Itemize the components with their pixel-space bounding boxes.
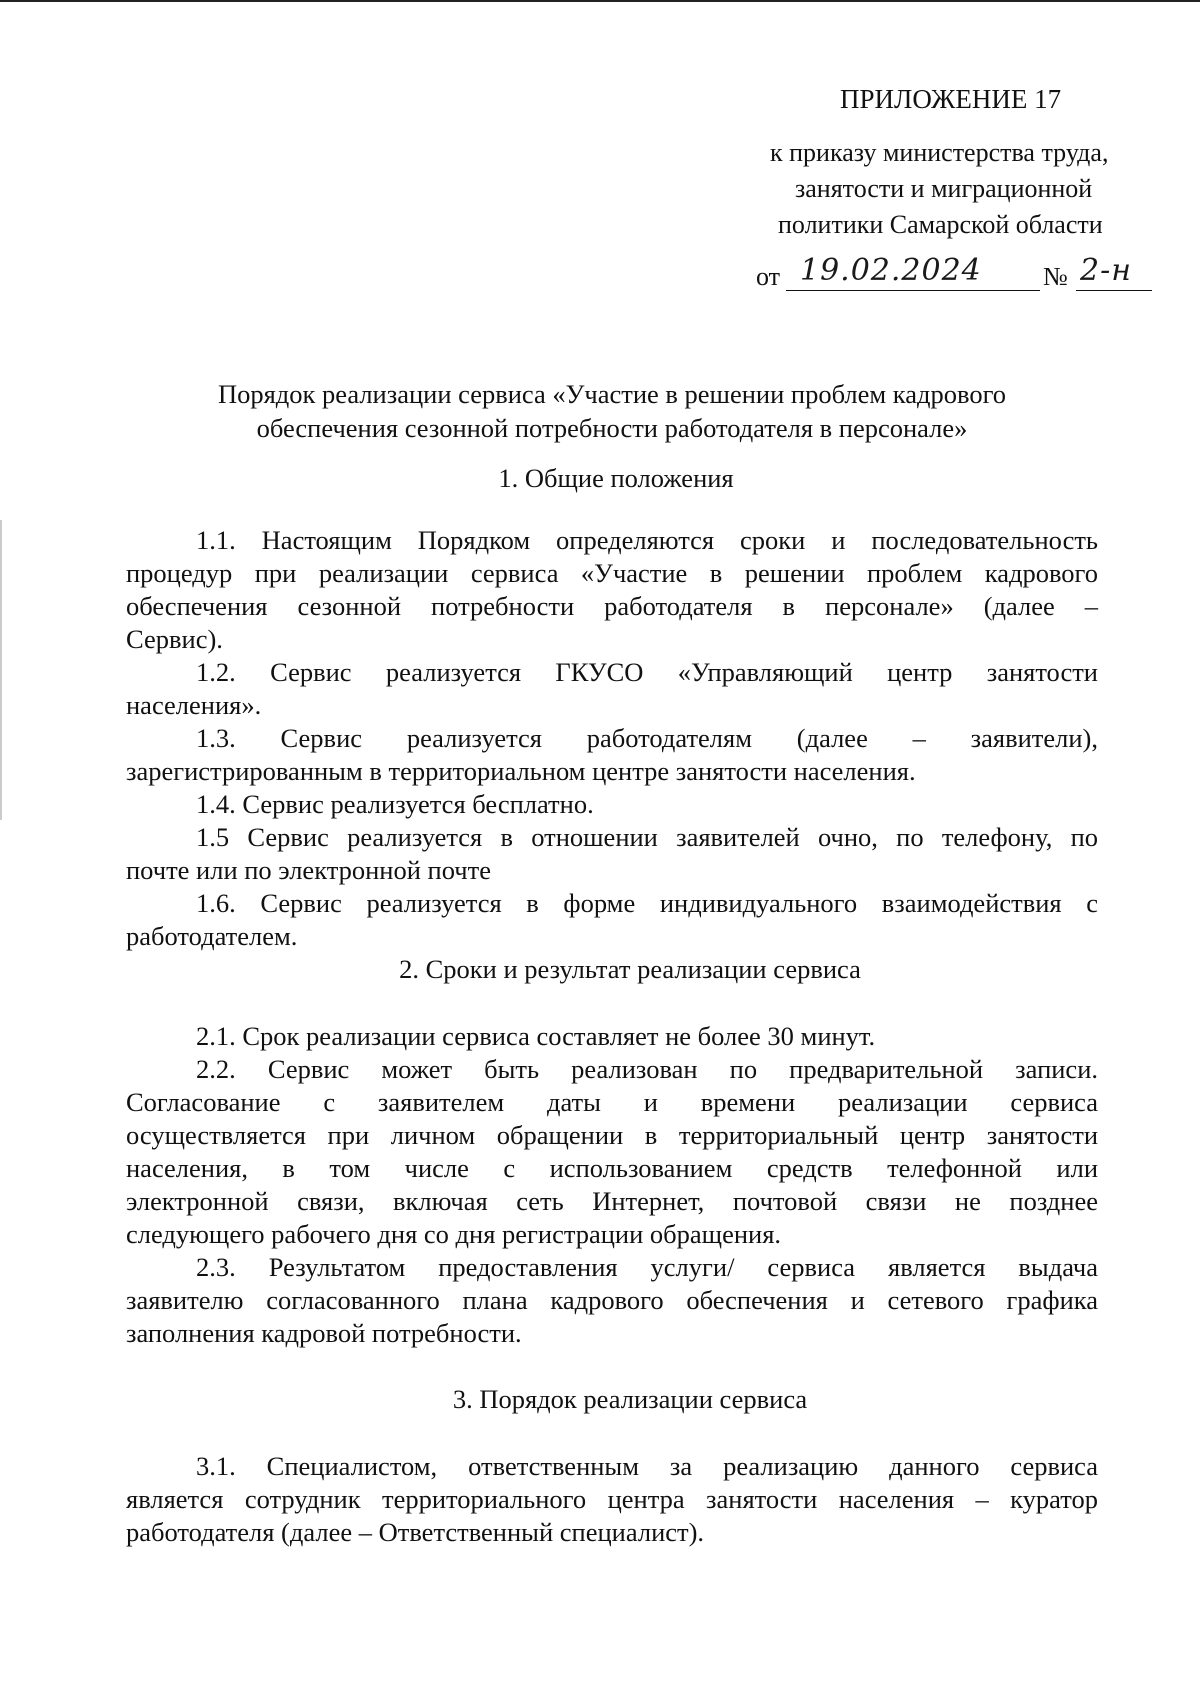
- appendix-title: ПРИЛОЖЕНИЕ 17: [840, 84, 1062, 114]
- paragraph-line: Согласование с заявителем даты и времени реализации сервиса: [126, 1087, 1098, 1117]
- document-title-line-2: обеспечения сезонной потребности работодателя в персонале»: [256, 413, 968, 443]
- paragraph-line: процедур при реализации сервиса «Участие в решении проблем кадрового: [126, 558, 1098, 588]
- order-line-2: занятости и миграционной: [795, 174, 1093, 203]
- paragraph-line: работодателем.: [126, 921, 298, 951]
- paragraph-line: работодателя (далее – Ответственный специалист).: [126, 1517, 705, 1547]
- section-3-heading: 3. Порядок реализации сервиса: [452, 1384, 808, 1414]
- paragraph-line: 1.5 Сервис реализуется в отношении заявителей очно, по телефону, по: [196, 822, 1098, 852]
- date-underline: [786, 290, 1040, 291]
- paragraph-line: 3.1. Специалистом, ответственным за реализацию данного сервиса: [196, 1451, 1098, 1481]
- paragraph-line: 1.2. Сервис реализуется ГКУСО «Управляющий центр занятости: [196, 657, 1098, 687]
- handwritten-date: 19.02.2024: [800, 253, 982, 288]
- number-sign: №: [1043, 262, 1068, 291]
- paragraph-line: заявителю согласованного плана кадрового обеспечения и сетевого графика: [126, 1285, 1098, 1315]
- paragraph-line: почте или по электронной почте: [126, 855, 491, 885]
- paragraph-line: Сервис).: [126, 624, 223, 654]
- section-2-heading: 2. Сроки и результат реализации сервиса: [399, 954, 861, 984]
- paragraph-line: заполнения кадровой потребности.: [126, 1318, 522, 1348]
- paragraph-line: населения».: [126, 690, 262, 720]
- scan-side-edge: [0, 520, 2, 820]
- scan-top-edge: [0, 0, 1200, 2]
- paragraph-line: зарегистрированным в территориальном центре занятости населения.: [126, 756, 916, 786]
- paragraph-line: осуществляется при личном обращении в территориальный центр занятости: [126, 1120, 1098, 1150]
- paragraph-line: 1.3. Сервис реализуется работодателям (далее – заявители),: [196, 723, 1098, 753]
- paragraph-line: 2.3. Результатом предоставления услуги/ сервиса является выдача: [196, 1252, 1098, 1282]
- document-title-line-1: Порядок реализации сервиса «Участие в решении проблем кадрового: [217, 379, 1007, 409]
- handwritten-number: 2-н: [1080, 253, 1132, 288]
- paragraph-line: обеспечения сезонной потребности работодателя в персонале» (далее –: [126, 591, 1098, 621]
- paragraph-line: 1.4. Сервис реализуется бесплатно.: [196, 789, 594, 819]
- paragraph-line: следующего рабочего дня со дня регистрации обращения.: [126, 1219, 782, 1249]
- order-line-1: к приказу министерства труда,: [770, 138, 1109, 167]
- paragraph-line: 1.6. Сервис реализуется в форме индивидуального взаимодействия с: [196, 888, 1098, 918]
- paragraph-line: является сотрудник территориального центра занятости населения – куратор: [126, 1484, 1098, 1514]
- paragraph-line: 2.2. Сервис может быть реализован по предварительной записи.: [196, 1054, 1098, 1084]
- section-1-heading: 1. Общие положения: [498, 463, 734, 493]
- paragraph-line: электронной связи, включая сеть Интернет, почтовой связи не позднее: [126, 1186, 1098, 1216]
- order-line-3: политики Самарской области: [778, 210, 1103, 239]
- paragraph-line: населения, в том числе с использованием средств телефонной или: [126, 1153, 1098, 1183]
- number-underline: [1076, 290, 1152, 291]
- date-prefix: от: [756, 262, 781, 291]
- paragraph-line: 2.1. Срок реализации сервиса составляет не более 30 минут.: [196, 1021, 876, 1051]
- paragraph-line: 1.1. Настоящим Порядком определяются сроки и последовательность: [196, 525, 1098, 555]
